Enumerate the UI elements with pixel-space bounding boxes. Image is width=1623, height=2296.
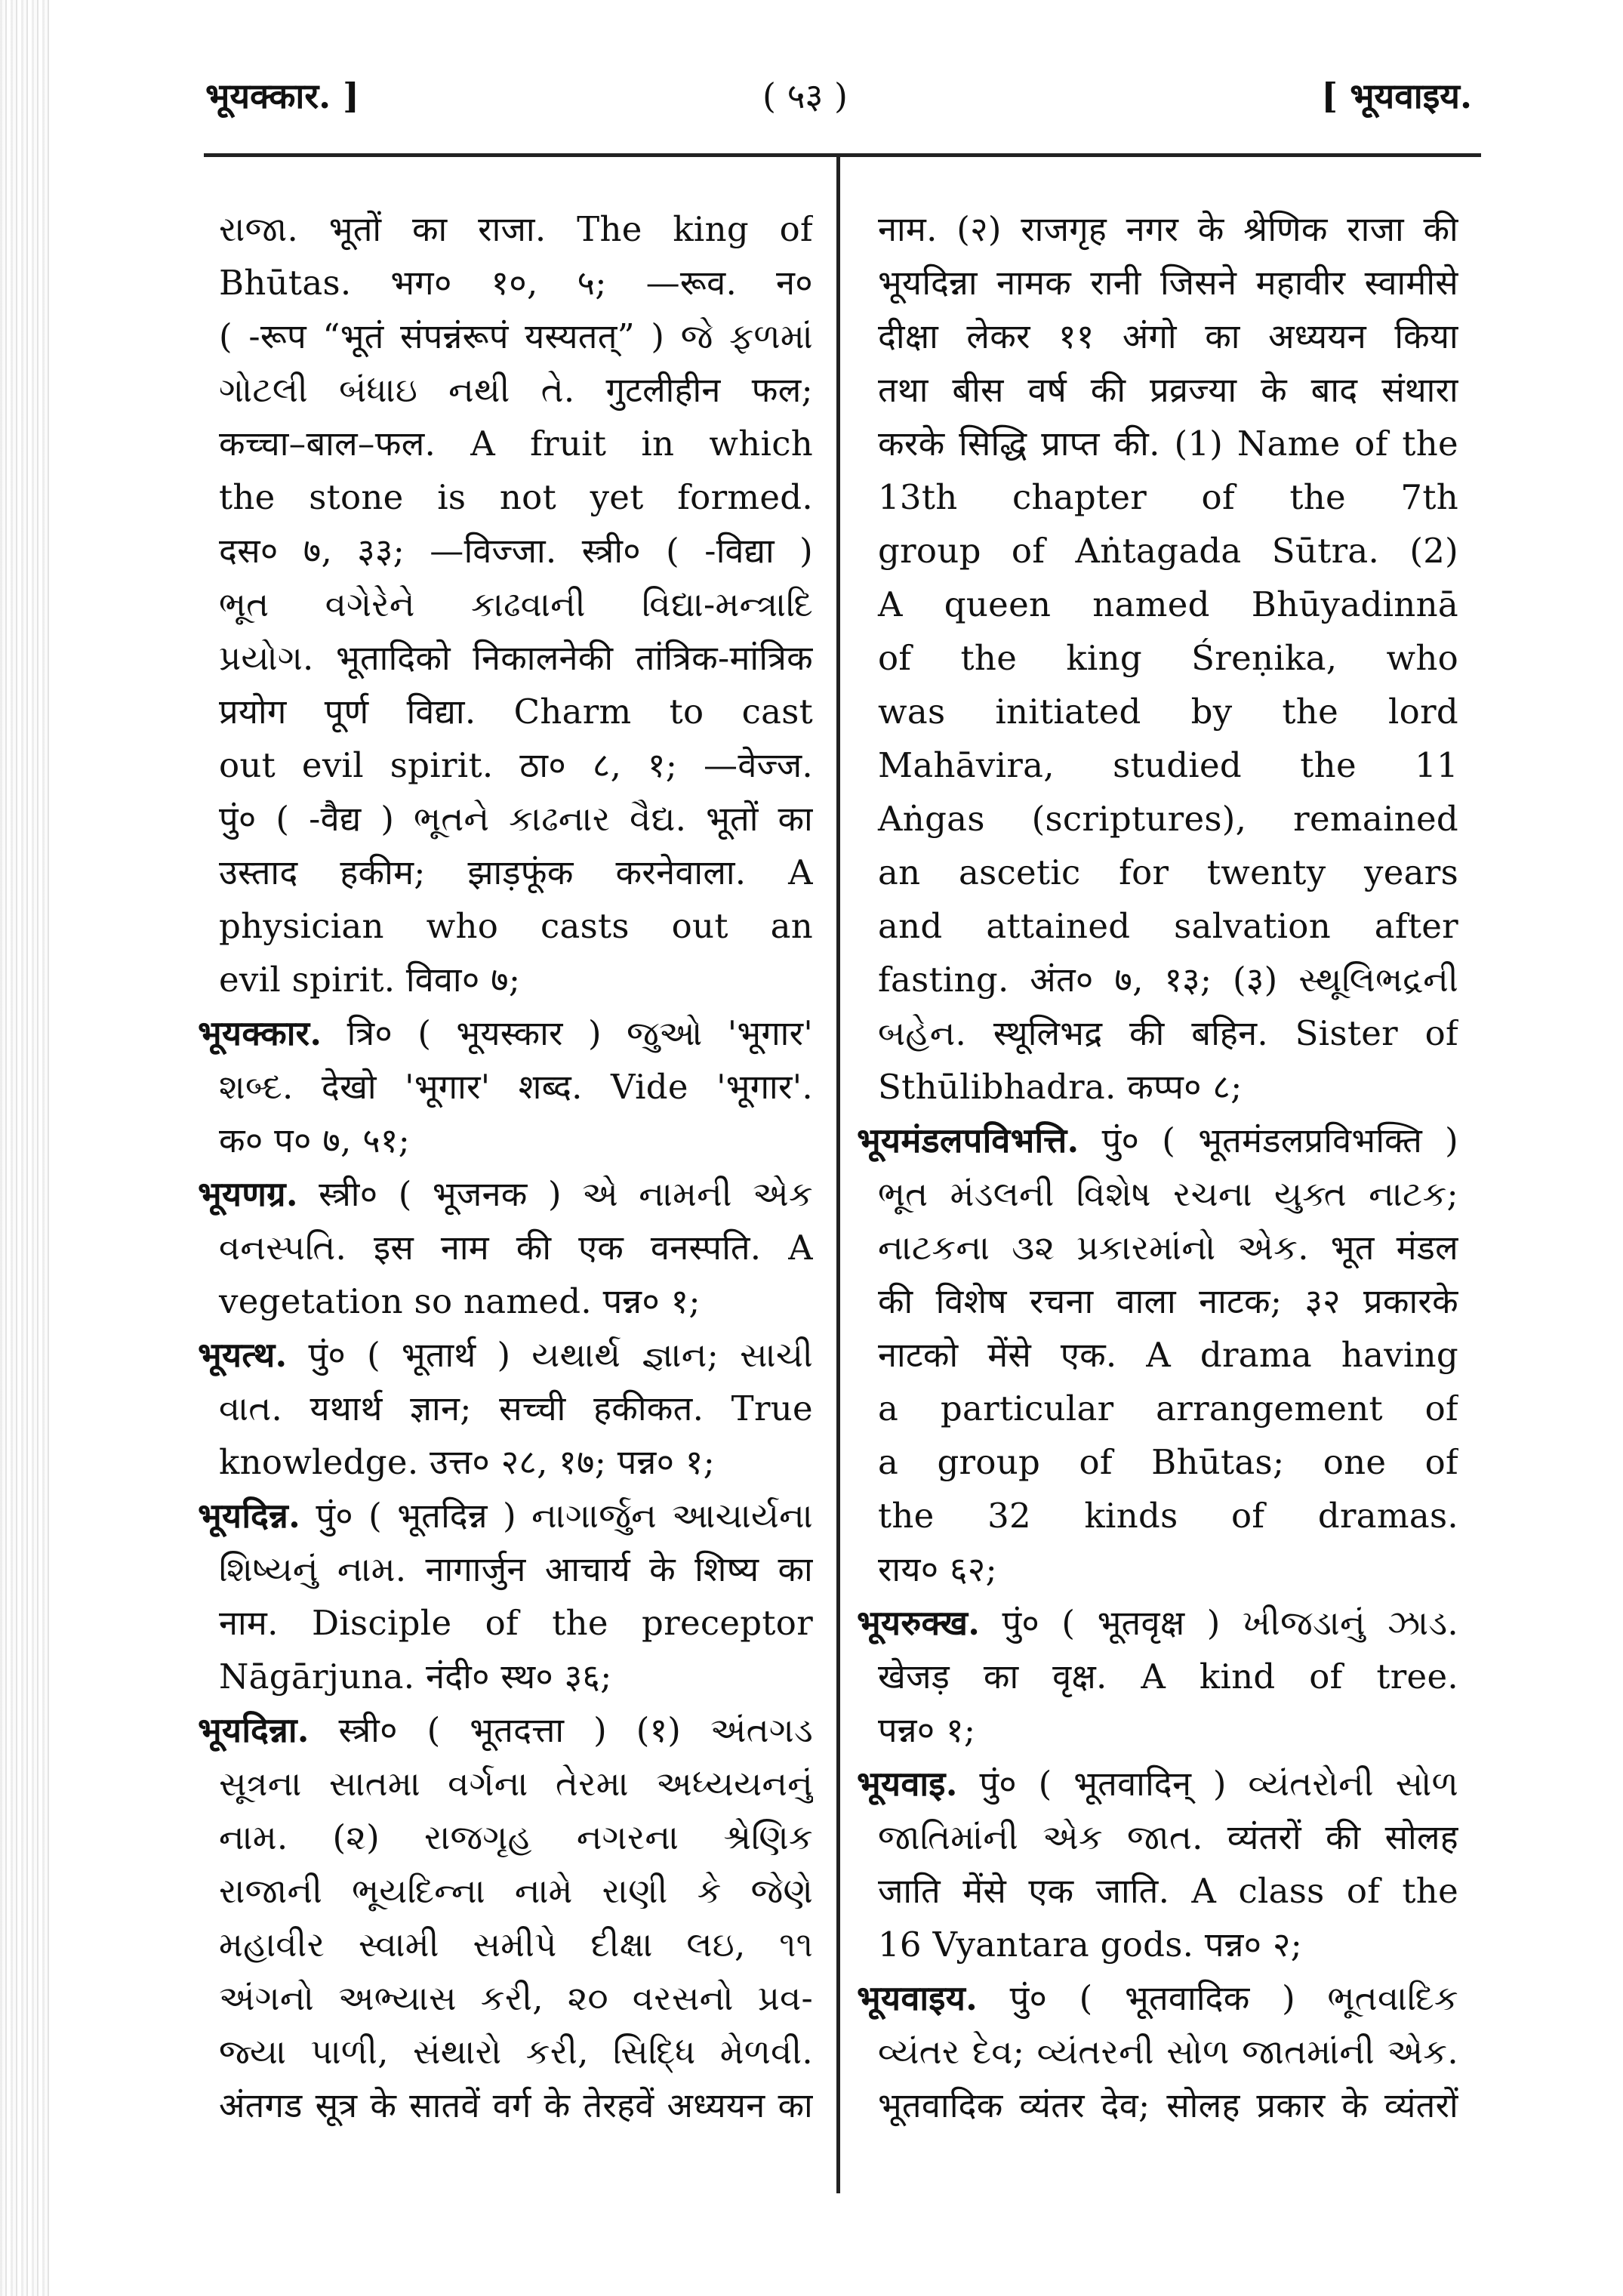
entry-text-line xyxy=(198,1542,813,1596)
entry-text-line xyxy=(198,202,813,256)
entry-text-line xyxy=(198,738,813,792)
definition-text: physician who casts out an xyxy=(219,906,813,946)
definition-text: વ્યંતર દેવ; વ્યંતરની સોળ જાતમાંની એક. xyxy=(878,2032,1458,2072)
entry-text-line xyxy=(857,953,1458,1006)
entry-text-line xyxy=(198,363,813,417)
entry-text-line xyxy=(857,1864,1458,1918)
definition-text: a particular arrangement of xyxy=(878,1388,1458,1428)
definition-text: evil spirit. विवा० ७; xyxy=(219,960,521,1000)
definition-text: વાત. यथार्थ ज्ञान; सच्ची हकीकत. True xyxy=(219,1388,813,1428)
definition-text: મહાવીર સ્વામી સમીપે દીક્ષા લઇ, ૧૧ xyxy=(219,1925,813,1965)
entry-first-line xyxy=(857,1971,1458,2025)
definition-text: पुं० ( भूतार्थ ) યથાર્થ જ્ઞાન; સાચી xyxy=(287,1335,813,1375)
entry-text-line xyxy=(857,417,1458,470)
entry-text-line xyxy=(198,1650,813,1703)
headword: भूयरुक्ख. xyxy=(857,1603,981,1643)
entry-text-line xyxy=(198,1060,813,1114)
definition-text: શિષ્યનું નામ. नागार्जुन आचार्य के शिष्य का xyxy=(219,1549,813,1589)
entry-text-line xyxy=(198,631,813,685)
entry-text-line xyxy=(857,631,1458,685)
definition-text: 13th chapter of the 7th xyxy=(878,477,1458,517)
entry-text-line xyxy=(857,202,1458,256)
definition-text: પ્રયોગ. भूतादिको निकालनेकी तांत्रिक-मांत्रिक xyxy=(219,638,813,678)
definition-text: the stone is not yet formed. xyxy=(219,477,813,517)
entry-text-line xyxy=(198,470,813,524)
definition-text: out evil spirit. ठा० ८, १; —वेज्ज. xyxy=(219,745,813,785)
definition-text: कच्चा–बाल–फल. A fruit in which xyxy=(219,424,813,464)
definition-text: નાટકના ૩૨ પ્રકારમાંનો એક. भूत मंडल xyxy=(878,1228,1458,1268)
entry-text-line xyxy=(198,256,813,310)
entry-first-line xyxy=(198,1167,813,1221)
entry-text-line xyxy=(857,1650,1458,1703)
entry-text-line xyxy=(198,310,813,363)
headword: भूयमंडलपविभत्ति. xyxy=(857,1120,1079,1160)
definition-text: पुं० ( भूतदिन्न ) નાગાર્જુન આચાર્યના xyxy=(300,1496,813,1536)
definition-text: and attained salvation after xyxy=(878,906,1458,946)
entry-text-line xyxy=(857,792,1458,846)
definition-text: of the king Śreṇika, who xyxy=(878,638,1458,678)
entry-first-line xyxy=(857,1596,1458,1650)
entry-text-line xyxy=(198,524,813,578)
entry-first-line xyxy=(857,1114,1458,1167)
entry-text-line xyxy=(198,2079,813,2132)
definition-text: A queen named Bhūyadinnā xyxy=(878,584,1458,624)
entry-text-line xyxy=(857,470,1458,524)
right-column xyxy=(857,202,1458,2132)
definition-text: पुं० ( -वैद्य ) ભૂતને કાઢનાર વૈદ્ય. भूतों का xyxy=(219,799,813,839)
header-right-guide-word: [ भूयवाइय. xyxy=(1321,76,1472,116)
definition-text: બહેન. स्थूलिभद्र की बहिन. Sister of xyxy=(878,1013,1458,1053)
entry-text-line xyxy=(198,1221,813,1274)
definition-text: राय० ६२; xyxy=(878,1549,997,1589)
definition-text: पुं० ( भूतवृक्ष ) ખીજડાનું ઝાડ. xyxy=(980,1603,1458,1643)
definition-text: ભૂત મંડલની વિશેષ રચના યુક્ત નાટક; xyxy=(878,1174,1458,1214)
definition-text: त्रि० ( भूयस्कार ) જુઓ 'भूगार' xyxy=(322,1013,813,1053)
header-left-guide-word: भूयक्कार. ] xyxy=(205,76,359,116)
left-column xyxy=(198,202,813,2132)
definition-text: Bhūtas. भग० १०, ५; —रूव. न० xyxy=(219,263,813,303)
entry-text-line xyxy=(198,1435,813,1489)
entry-text-line xyxy=(857,1489,1458,1542)
entry-text-line xyxy=(198,953,813,1006)
entry-text-line xyxy=(198,1757,813,1811)
definition-text: जाति मेंसे एक जाति. A class of the xyxy=(878,1871,1458,1911)
definition-text: vegetation so named. पन्न० १; xyxy=(219,1281,701,1321)
entry-text-line xyxy=(198,846,813,899)
entry-text-line xyxy=(857,1918,1458,1971)
headword: भूयदिन्ना. xyxy=(198,1710,310,1750)
entry-text-line xyxy=(857,256,1458,310)
definition-text: स्त्री० ( भूजनक ) એ નામની એક xyxy=(297,1174,813,1214)
entry-text-line xyxy=(857,1221,1458,1274)
entry-text-line xyxy=(857,1382,1458,1435)
definition-text: पुं० ( भूतवादिक ) ભૂતવાદિક xyxy=(978,1978,1458,2018)
entry-first-line xyxy=(857,1757,1458,1811)
entry-text-line xyxy=(198,1382,813,1435)
definition-text: नाम. (२) राजगृह नगर के श्रेणिक राजा की xyxy=(878,209,1458,249)
definition-text: Mahāvira, studied the 11 xyxy=(878,745,1458,785)
header-rule xyxy=(204,153,1481,157)
column-divider xyxy=(836,155,840,2193)
entry-text-line xyxy=(857,1435,1458,1489)
entry-text-line xyxy=(857,2025,1458,2079)
definition-text: दीक्षा लेकर ११ अंगो का अध्ययन किया xyxy=(878,316,1458,356)
definition-text: રાજાની ભૂયદિન્ના નામે રાણી કે જેણે xyxy=(219,1871,813,1911)
scan-edge-shadow xyxy=(0,0,53,2296)
entry-text-line xyxy=(857,738,1458,792)
definition-text: पुं० ( भूतवादिन् ) વ્યંતરોની સોળ xyxy=(957,1764,1458,1804)
definition-text: करके सिद्धि प्राप्त की. (1) Name of the xyxy=(878,424,1458,464)
definition-text: पुं० ( भूतमंडलप्रविभक्ति ) xyxy=(1079,1120,1458,1160)
definition-text: નામ. (૨) રાજગૃહ નગરના શ્રેણિક xyxy=(219,1817,813,1857)
definition-text: दस० ७, ३३; —विज्जा. स्त्री० ( -विद्या ) xyxy=(219,531,813,571)
entry-text-line xyxy=(857,1167,1458,1221)
entry-text-line xyxy=(857,846,1458,899)
entry-text-line xyxy=(857,2079,1458,2132)
entry-text-line xyxy=(198,417,813,470)
entry-text-line xyxy=(198,578,813,631)
entry-text-line xyxy=(198,1596,813,1650)
definition-text: भूतवादिक व्यंतर देव; सोलह प्रकार के व्यंतरों xyxy=(878,2085,1458,2125)
definition-text: fasting. अंत० ७, १३; (३) સ્થૂલિભદ્રની xyxy=(878,960,1458,1000)
entry-text-line xyxy=(857,1703,1458,1757)
definition-text: an ascetic for twenty years xyxy=(878,852,1458,892)
definition-text: was initiated by the lord xyxy=(878,692,1458,732)
entry-text-line xyxy=(857,524,1458,578)
definition-text: Aṅgas (scriptures), remained xyxy=(878,799,1458,839)
entry-text-line xyxy=(857,1006,1458,1060)
entry-text-line xyxy=(198,685,813,738)
headword: भूयदिन्न. xyxy=(198,1496,301,1536)
definition-text: Sthūlibhadra. कप्प० ८; xyxy=(878,1067,1243,1107)
page-number: ( ५३ ) xyxy=(762,76,848,116)
definition-text: a group of Bhūtas; one of xyxy=(878,1442,1458,1482)
definition-text: ( -रूप “भूतं संपन्नंरूपं यस्यतत्” ) જે ફળમાં xyxy=(219,316,813,356)
definition-text: શબ્દ. देखो 'भूगार' शब्द. Vide 'भूगार'. xyxy=(219,1067,813,1107)
definition-text: અંગનો અભ્યાસ કરી, ૨૦ વરસનો પ્રવ- xyxy=(219,1978,813,2018)
entry-text-line xyxy=(857,578,1458,631)
definition-text: भूयदिन्ना नामक रानी जिसने महावीर स्वामीसे xyxy=(878,263,1458,303)
entry-first-line xyxy=(198,1703,813,1757)
definition-text: ભૂત વગેરેને કાઢવાની વિદ્યા-મન્ત્રાદિ xyxy=(219,584,813,624)
definition-text: Nāgārjuna. नंदी० स्थ० ३६; xyxy=(219,1657,612,1697)
definition-text: तथा बीस वर्ष की प्रव्रज्या के बाद संथारा xyxy=(878,370,1458,410)
entry-first-line xyxy=(198,1006,813,1060)
headword: भूयत्थ. xyxy=(198,1335,288,1375)
entry-text-line xyxy=(198,1811,813,1864)
entry-text-line xyxy=(198,792,813,846)
headword: भूयवाइ. xyxy=(857,1764,958,1804)
definition-text: खेजड़ का वृक्ष. A kind of tree. xyxy=(878,1657,1458,1697)
headword: भूयणग्र. xyxy=(198,1174,298,1214)
headword: भूयक्कार. xyxy=(198,1013,322,1053)
definition-text: જ્યા પાળી, સંથારો કરી, સિદ્ધિ મેળવી. xyxy=(219,2032,813,2072)
entry-text-line xyxy=(857,363,1458,417)
entry-first-line xyxy=(198,1328,813,1382)
entry-text-line xyxy=(857,1060,1458,1114)
entry-text-line xyxy=(857,1274,1458,1328)
definition-text: स्त्री० ( भूतदत्ता ) (१) અંતગડ xyxy=(309,1710,813,1750)
entry-text-line xyxy=(198,1114,813,1167)
entry-text-line xyxy=(198,1864,813,1918)
entry-text-line xyxy=(198,1274,813,1328)
entry-text-line xyxy=(857,1542,1458,1596)
definition-text: प्रयोग पूर्ण विद्या. Charm to cast xyxy=(219,692,813,732)
definition-text: વનસ્પતિ. इस नाम की एक वनस्पति. A xyxy=(219,1228,813,1268)
definition-text: की विशेष रचना वाला नाटक; ३२ प्रकारके xyxy=(878,1281,1458,1321)
definition-text: સૂત્રના સાતમા વર્ગના તેરમા અધ્યયનનું xyxy=(219,1764,813,1804)
definition-text: રાજા. भूतों का राजा. The king of xyxy=(219,209,813,249)
entry-first-line xyxy=(198,1489,813,1542)
definition-text: 16 Vyantara gods. पन्न० २; xyxy=(878,1925,1303,1965)
definition-text: क० प० ७, ५१; xyxy=(219,1120,411,1160)
entry-text-line xyxy=(198,1918,813,1971)
entry-text-line xyxy=(857,310,1458,363)
headword: भूयवाइय. xyxy=(857,1978,978,2018)
entry-text-line xyxy=(198,899,813,953)
entry-text-line xyxy=(198,2025,813,2079)
definition-text: ગોટલી બંધાઇ નથી તે. गुटलीहीन फल; xyxy=(219,370,813,410)
definition-text: જાતિમાંની એક જાત. व्यंतरों की सोलह xyxy=(878,1817,1458,1857)
definition-text: उस्ताद हकीम; झाड़फूंक करनेवाला. A xyxy=(219,852,813,892)
definition-text: group of Aṅtagada Sūtra. (2) xyxy=(878,531,1458,571)
entry-text-line xyxy=(857,1328,1458,1382)
definition-text: अंतगड सूत्र के सातवें वर्ग के तेरहवें अध्ययन का xyxy=(219,2085,813,2125)
entry-text-line xyxy=(857,685,1458,738)
definition-text: knowledge. उत्त० २८, १७; पन्न० १; xyxy=(219,1442,716,1482)
definition-text: the 32 kinds of dramas. xyxy=(878,1496,1458,1536)
definition-text: नाटको मेंसे एक. A drama having xyxy=(878,1335,1458,1375)
entry-text-line xyxy=(857,899,1458,953)
definition-text: पन्न० १; xyxy=(878,1710,976,1750)
definition-text: नाम. Disciple of the preceptor xyxy=(219,1603,813,1643)
entry-text-line xyxy=(857,1811,1458,1864)
entry-text-line xyxy=(198,1971,813,2025)
